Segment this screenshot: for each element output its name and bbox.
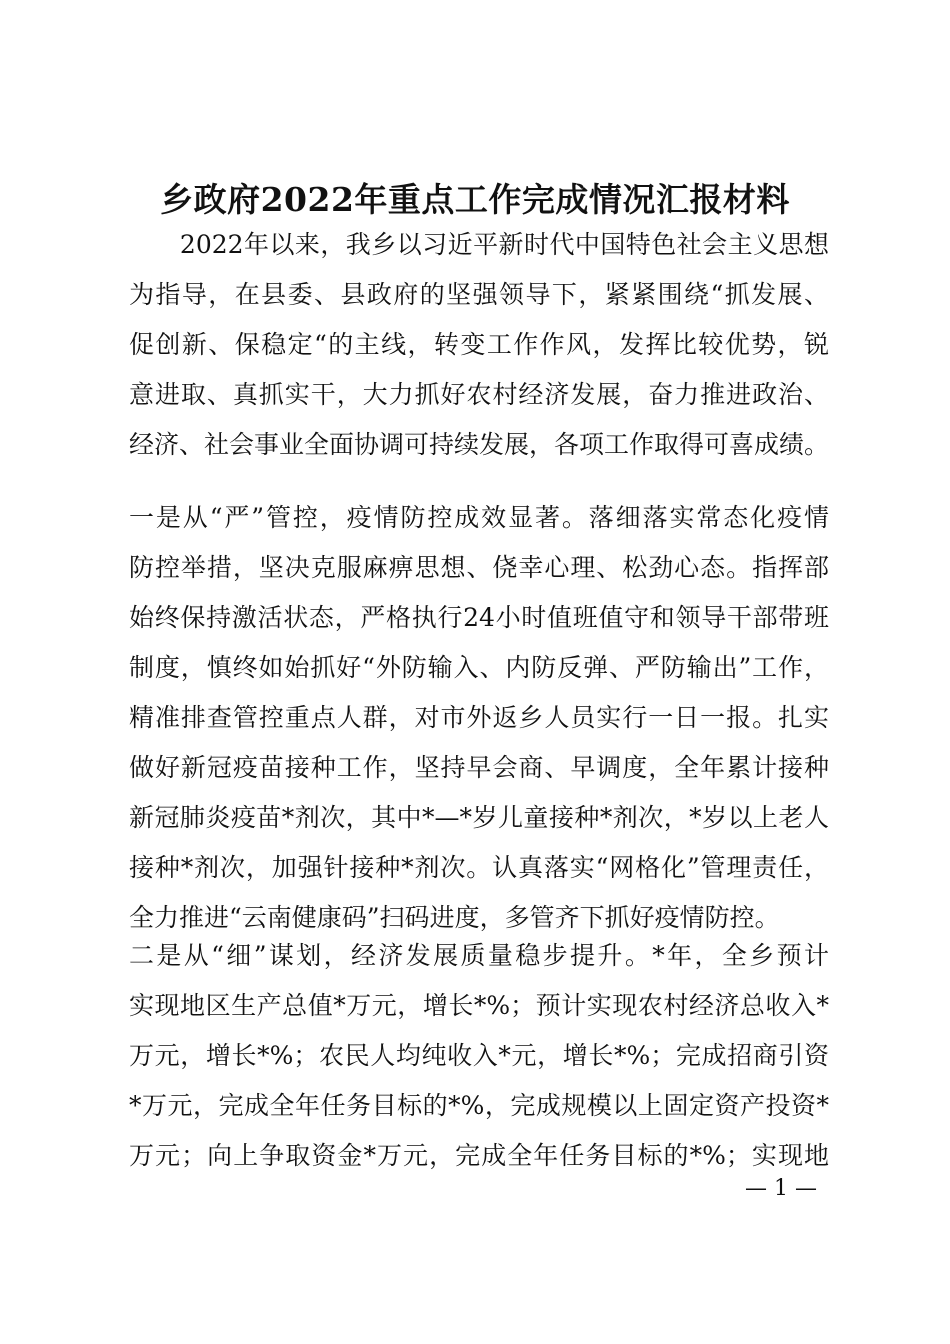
paragraph-line: 一是从“严”管控，疫情防控成效显著。落细落实常态化疫情	[129, 503, 829, 532]
paragraph-line: 防控举措，坚决克服麻痹思想、侥幸心理、松劲心态。指挥部	[129, 553, 829, 582]
paragraph-line: 始终保持激活状态，严格执行24小时值班值守和领导干部带班	[129, 603, 829, 632]
paragraph-line: *万元，完成全年任务目标的*%，完成规模以上固定资产投资*	[129, 1091, 829, 1120]
paragraph-line: 2022年以来，我乡以习近平新时代中国特色社会主义思想	[129, 230, 829, 259]
paragraph-line: 全力推进“云南健康码”扫码进度，多管齐下抓好疫情防控。	[129, 903, 780, 932]
paragraph-line: 实现地区生产总值*万元，增长*%；预计实现农村经济总收入*	[129, 991, 829, 1020]
paragraph-line: 意进取、真抓实干，大力抓好农村经济发展，奋力推进政治、	[129, 380, 829, 409]
paragraph-line: 做好新冠疫苗接种工作，坚持早会商、早调度，全年累计接种	[129, 753, 829, 782]
paragraph-line: 精准排查管控重点人群，对市外返乡人员实行一日一报。扎实	[129, 703, 829, 732]
page-title: 乡政府2022年重点工作完成情况汇报材料	[160, 180, 790, 219]
page-number: — 1 —	[745, 1176, 817, 1201]
paragraph-line: 促创新、保稳定“的主线，转变工作作风，发挥比较优势，锐	[129, 330, 829, 359]
paragraph-line: 制度，慎终如始抓好“外防输入、内防反弹、严防输出”工作，	[129, 653, 829, 682]
paragraph-line: 接种*剂次，加强针接种*剂次。认真落实“网格化”管理责任，	[129, 853, 829, 882]
paragraph-line: 二是从“细”谋划，经济发展质量稳步提升。*年，全乡预计	[129, 941, 829, 970]
paragraph-line: 万元；向上争取资金*万元，完成全年任务目标的*%；实现地	[129, 1141, 829, 1170]
paragraph-line: 经济、社会事业全面协调可持续发展，各项工作取得可喜成绩。	[129, 430, 830, 459]
paragraph-line: 新冠肺炎疫苗*剂次，其中*—*岁儿童接种*剂次，*岁以上老人	[129, 803, 829, 832]
paragraph-line: 万元，增长*%；农民人均纯收入*元，增长*%；完成招商引资	[129, 1041, 829, 1070]
paragraph-line: 为指导，在县委、县政府的坚强领导下，紧紧围绕“抓发展、	[129, 280, 829, 309]
